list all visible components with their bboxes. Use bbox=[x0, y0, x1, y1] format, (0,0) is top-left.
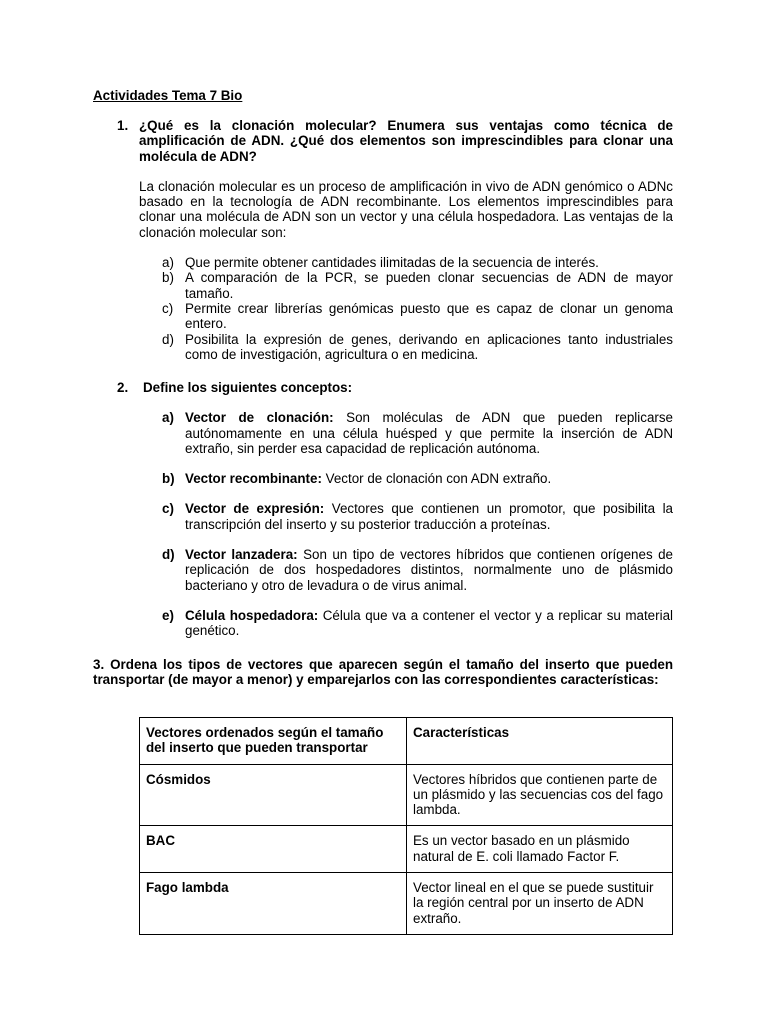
definition-marker: d) bbox=[162, 547, 175, 563]
definition-item bbox=[117, 547, 673, 593]
list-item-text: Que permite obtener cantidades ilimitadas de la secuencia de interés. bbox=[185, 255, 599, 271]
list-marker: a) bbox=[162, 255, 174, 271]
table-cell-vector: BAC bbox=[140, 826, 407, 873]
list-item bbox=[117, 332, 673, 363]
definition-marker: a) bbox=[162, 410, 174, 426]
list-item-text: Posibilita la expresión de genes, derivando en aplicaciones tanto industriales como de investigación, agricultura o en medicina. bbox=[185, 331, 673, 362]
definition-marker: e) bbox=[162, 607, 174, 623]
table-header-cell: Características bbox=[407, 718, 673, 765]
question-2-heading bbox=[117, 380, 673, 395]
definition-text: Vector de clonación con ADN extraño. bbox=[321, 471, 552, 487]
list-item-text: Permite crear librerías genómicas puesto que es capaz de clonar un genoma entero. bbox=[185, 300, 673, 332]
definition-term: Célula hospedadora: bbox=[185, 607, 319, 623]
definitions-list bbox=[117, 410, 673, 638]
definition-marker: c) bbox=[162, 501, 174, 517]
question-1 bbox=[117, 118, 673, 362]
definition-term: Vector de clonación: bbox=[185, 410, 334, 426]
list-item bbox=[117, 270, 673, 301]
table-row bbox=[140, 826, 673, 873]
table-row bbox=[140, 873, 673, 935]
list-item bbox=[117, 255, 673, 270]
definition-text: Son un tipo de vectores híbridos que contienen orígenes de replicación de dos hospedadores distintos, normalmente uno de plásmido bacteriano y otro de levadura o de virus animal. bbox=[185, 547, 673, 593]
definition-item bbox=[117, 471, 673, 486]
list-marker: b) bbox=[162, 270, 174, 286]
vectors-table bbox=[139, 717, 673, 935]
question-2-text: Define los siguientes conceptos: bbox=[143, 380, 353, 395]
question-1-number: 1. bbox=[117, 118, 129, 133]
question-1-text: ¿Qué es la clonación molecular? Enumera sus ventajas como técnica de amplificación de ADN. ¿Qué dos elementos son imprescindibles para clonar una molécula de ADN? bbox=[139, 118, 673, 164]
definition-term: Vector de expresión: bbox=[185, 501, 325, 517]
definition-text: Son moléculas de ADN que pueden replicarse autónomamente en una célula huésped y que permite la inserción de ADN extraño, sin perder esa capacidad de replicación autónoma. bbox=[185, 410, 673, 456]
question-2 bbox=[117, 380, 673, 654]
question-2-number: 2. bbox=[117, 380, 129, 395]
list-marker: d) bbox=[162, 331, 174, 347]
definition-term: Vector recombinante: bbox=[185, 471, 322, 487]
definition-text: Célula que va a contener el vector y a replicar su material genético. bbox=[185, 607, 673, 639]
table-cell-vector: Cósmidos bbox=[140, 764, 407, 826]
list-item-text: A comparación de la PCR, se pueden clonar secuencias de ADN de mayor tamaño. bbox=[185, 270, 673, 301]
table-cell-characteristics: Vectores híbridos que contienen parte de un plásmido y las secuencias cos del fago lambda. bbox=[407, 764, 673, 826]
list-marker: c) bbox=[162, 300, 174, 316]
table-header-row bbox=[140, 718, 673, 765]
definition-marker: b) bbox=[162, 471, 175, 487]
definition-item bbox=[117, 608, 673, 639]
advantages-list bbox=[117, 255, 673, 362]
table-cell-vector: Fago lambda bbox=[140, 873, 407, 935]
definition-text: Vectores que contienen un promotor, que posibilita la transcripción del inserto y su posterior traducción a proteínas. bbox=[185, 501, 673, 532]
list-item bbox=[117, 301, 673, 332]
definition-term: Vector lanzadera: bbox=[185, 547, 298, 563]
table-header-cell: Vectores ordenados según el tamaño del inserto que pueden transportar bbox=[140, 718, 407, 765]
document-title: Actividades Tema 7 Bio bbox=[93, 88, 243, 103]
question-1-answer: La clonación molecular es un proceso de amplificación in vivo de ADN genómico o ADNc basado en la tecnología de ADN recombinante. Los elementos imprescindibles para clonar una molécula de ADN son un vector y una célula hospedadora. Las ventajas de la clonación molecular son: bbox=[139, 178, 673, 240]
definition-item bbox=[117, 501, 673, 532]
definition-item bbox=[117, 410, 673, 456]
table-row bbox=[140, 764, 673, 826]
table-cell-characteristics: Es un vector basado en un plásmido natural de E. coli llamado Factor F. bbox=[407, 826, 673, 873]
question-3-text: 3. Ordena los tipos de vectores que aparecen según el tamaño del inserto que pueden transportar (de mayor a menor) y emparejarlos con las correspondientes características: bbox=[93, 657, 673, 688]
table-cell-characteristics: Vector lineal en el que se puede sustituir la región central por un inserto de ADN extraño. bbox=[407, 873, 673, 935]
